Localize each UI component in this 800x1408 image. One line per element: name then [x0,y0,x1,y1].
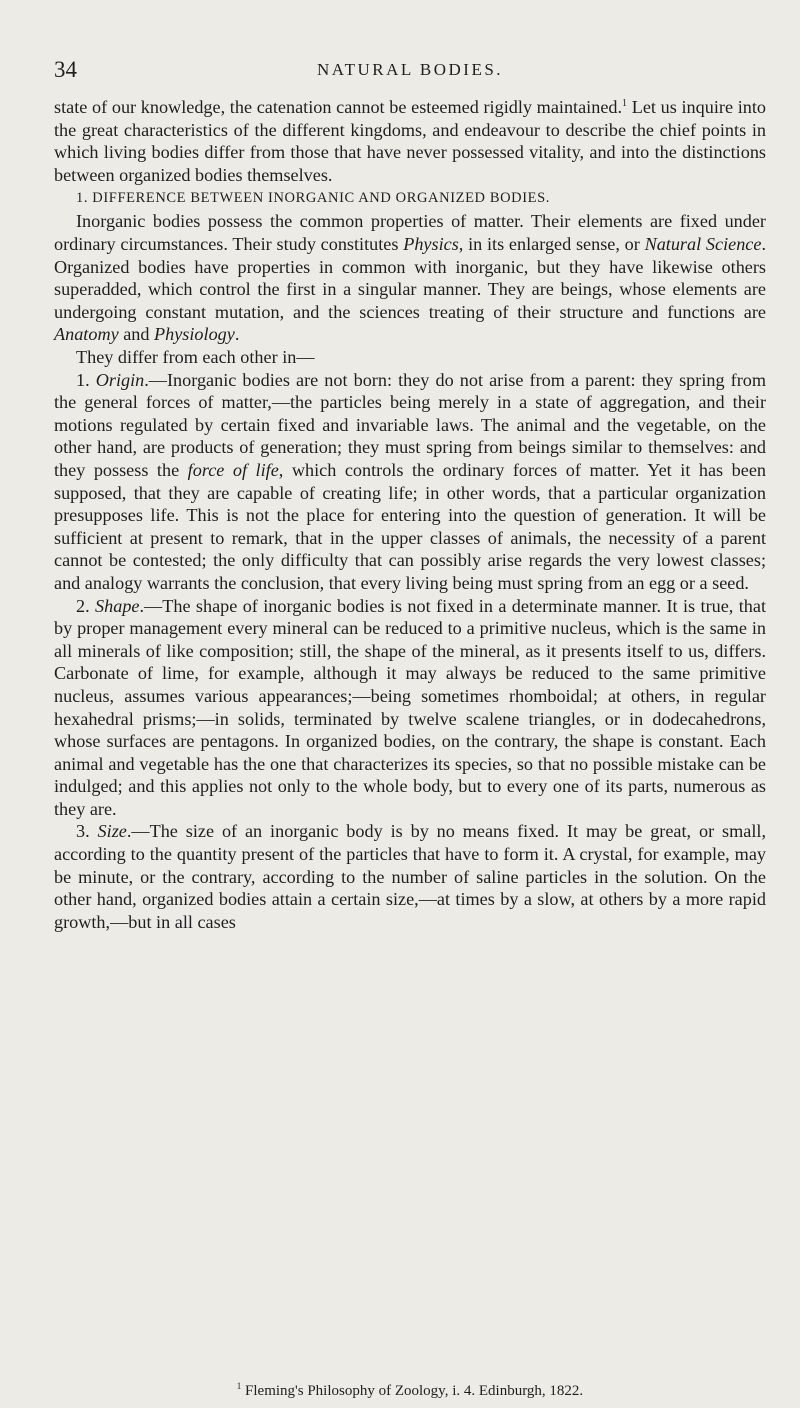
running-title: NATURAL BODIES. [316,60,504,79]
size-title: Size [97,821,127,842]
footnote [54,1377,766,1400]
footnote-marker: 1 [236,1381,242,1391]
paragraph-size: 3. Size.—The size of an inorganic body is by no means fixed. It may be great, or small, according to the quantity present of the particles that have to form it. A crystal, for example, may be minute, or the contrary, according to the number of saline particles in the solution. On the other hand, organized bodies attain a certain size,—at times by a slow, at others by a more rapid growth,—but in all cases [54,821,766,932]
page-header [54,58,766,82]
intro-paragraph: state of our knowledge, the catenation cannot be esteemed rigidly maintained.$^1$ Let us inquire into the great characteristics of the different kingdoms, and endeavour to describe the chief points in which living bodies differ from those that have never possessed vitality, and into the distinctions between organized bodies themselves. [54,97,766,185]
body-text [54,93,766,933]
paragraph-shape: 2. Shape.—The shape of inorganic bodies is not fixed in a determinate manner. It is true, that by proper management every mineral can be reduced to a primitive nucleus, which is the same in all minerals of like composition; still, the shape of the mineral, as it presents itself to us, differs. Carbonate of lime, for example, although it may always be reduced to the same primitive nucleus, assumes various appearances;—being sometimes rhomboidal; at others, in regular hexahedral prisms;—in solids, terminated by twelve scalene triangles, or in dodecahedrons, whose surfaces are pentagons. In organized bodies, on the contrary, the shape is constant. Each animal and vegetable has the one that characterizes its species, so that no possible mistake can be indulged; and this applies not only to the whole body, but to every one of its parts, numerous as they are. [54,595,767,819]
footnote-text: Fleming's Philosophy of Zoology, i. 4. Edinburgh, 1822. [241,1383,584,1399]
page-number: 34 [54,57,77,82]
paragraph-origin: 1. Origin.—Inorganic bodies are not born: they do not arise from a parent: they spring from the general forces of matter,—the particles being merely in a state of aggregation, and their motions regulated by certain fixed and invariable laws. The animal and the vegetable, on the other hand, are products of generation; they must spring from beings similar to themselves: and they possess the force of life, which controls the ordinary forces of matter. Yet it has been supposed, that they are capable of creating life; in other words, that a particular organization presupposes life. This is not the place for entering into the question of generation. It will be sufficient at present to remark, that in the upper classes of animals, the necessity of a parent cannot be contested; the only difficulty that can possibly arise regards the very lowest classes; and analogy warrants the conclusion, that every living being must spring from an egg or a seed. [54,369,767,593]
paragraph-properties: Inorganic bodies possess the common properties of matter. Their elements are fixed under ordinary circumstances. Their study constitutes Physics, in its enlarged sense, or Natural Science. Organized bodies have properties in common with inorganic, but they have likewise others superadded, which control the first in a singular manner. They are beings, whose elements are undergoing constant mutation, and the sciences treating of their structure and functions are Anatomy and Physiology. [54,211,766,345]
origin-title: Origin [95,369,145,390]
footnote-reference: 1 [622,98,628,109]
section-heading: 1. DIFFERENCE BETWEEN INORGANIC AND ORGANIZED BODIES. [76,190,551,207]
shape-title: Shape [95,595,140,616]
paragraph-differ: They differ from each other in— [76,347,315,367]
